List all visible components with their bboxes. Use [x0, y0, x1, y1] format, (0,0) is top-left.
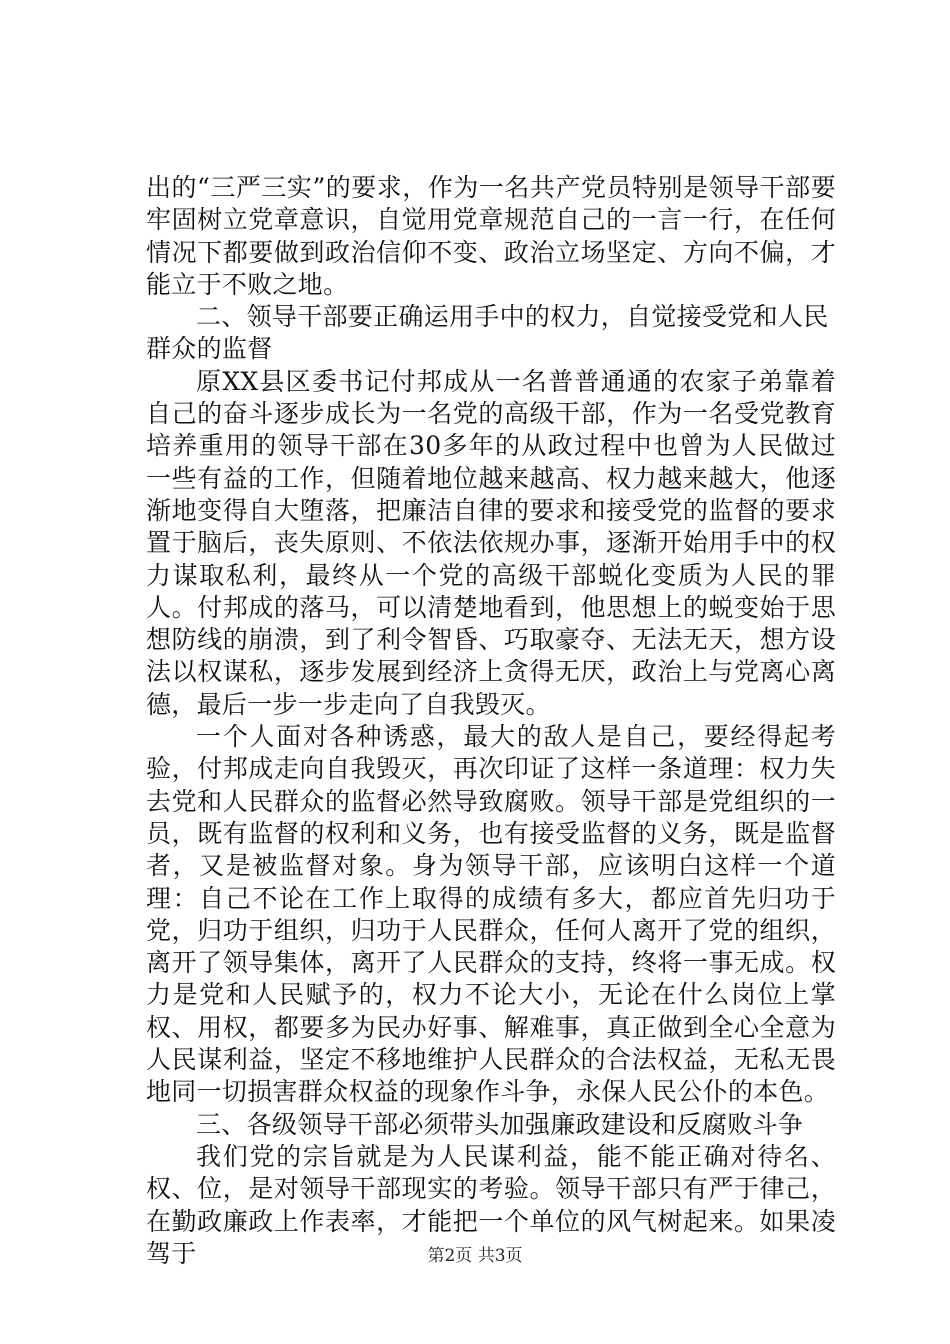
section-heading-3: 三、各级领导干部必须带头加强廉政建设和反腐败斗争	[196, 1109, 804, 1139]
section-heading-2: 二、领导干部要正确运用手中的权力，自觉接受党和人民群众的监督	[146, 302, 829, 364]
paragraph-continuation: 出的“三严三实”的要求，作为一名共产党员特别是领导干部要牢固树立党章意识，自觉用党章规范自己的一言一行，在任何情况下都要做到政治信仰不变、政治立场坚定、方向不偏，才能立于不败之地。	[146, 173, 836, 299]
paragraph-case-description: 原XX县区委书记付邦成从一名普普通通的农家子弟靠着自己的奋斗逐步成长为一名党的高级干部，作为一名受党教育培养重用的领导干部在30多年的从政过程中也曾为人民做过一些有益的工作，但随着地位越来越高、权力越来越大，他逐渐地变得自大堕落，把廉洁自律的要求和接受党的监督的要求置于脑后，丧失原则、不依法依规办事，逐渐开始用手中的权力谋取私利，最终从一个党的高级干部蜕化变质为人民的罪人。付邦成的落马，可以清楚地看到，他思想上的蜕变始于思想防线的崩溃，到了利令智昏、巧取豪夺、无法无天，想方设法以权谋私，逐步发展到经济上贪得无厌，政治上与党离心离德，最后一步一步走向了自我毁灭。	[146, 366, 836, 719]
page-number-footer: 第2页 共3页	[427, 1246, 523, 1266]
document-body	[146, 172, 836, 1270]
paragraph-party-purpose: 我们党的宗旨就是为人民谋利益，能不能正确对待名、权、位，是对领导干部现实的考验。领导干部只有严于律己，在勤政廉政上作表率，才能把一个单位的风气树起来。如果凌驾于	[146, 1141, 836, 1268]
paragraph-supervision: 一个人面对各种诱惑，最大的敌人是自己，要经得起考验，付邦成走向自我毁灭，再次印证了这样一条道理：权力失去党和人民群众的监督必然导致腐败。领导干部是党组织的一员，既有监督的权利和义务，也有接受监督的义务，既是监督者，又是被监督对象。身为领导干部，应该明白这样一个道理：自己不论在工作上取得的成绩有多大，都应首先归功于党，归功于组织，归功于人民群众，任何人离开了党的组织，离开了领导集体，离开了人民群众的支持，终将一事无成。权力是党和人民赋予的，权力不论大小，无论在什么岗位上掌权、用权，都要多为民办好事、解难事，真正做到全心全意为人民谋利益，坚定不移地维护人民群众的合法权益，无私无畏地同一切损害群众权益的现象作斗争，永保人民公仆的本色。	[146, 722, 836, 1107]
